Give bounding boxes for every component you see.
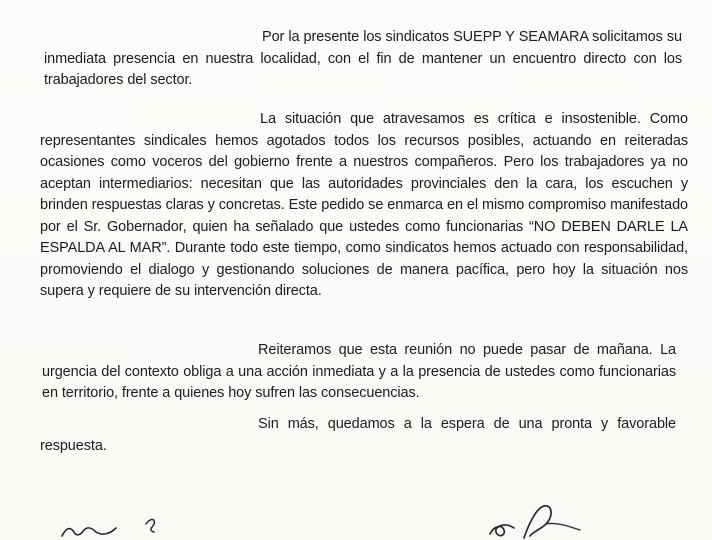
signature-area — [0, 500, 712, 540]
letter-paragraph-urgency: Reiteramos que esta reunión no puede pasar de mañana. La urgencia del contexto obliga a una acción inmediata y a la presencia de ustedes como funcionarias en territorio, frente a quienes hoy sufren las consecuencias. — [42, 342, 676, 401]
handwritten-signature-right — [484, 500, 594, 540]
letter-paragraph-situation: La situación que atravesamos es crítica e insostenible. Como representantes sindicales hemos agotados todos los recursos posibles, actuando en reiteradas ocasiones como voceros del gobierno frente a nuestros compañeros. Pero los trabajadores ya no aceptan intermediarios: necesitan que las autoridades provinciales den la cara, los escuchen y brinden respuestas claras y concretas. Este pedido se enmarca en el mismo compromiso manifestado por el Sr. Gobernador, quien ha señalado que ustedes como funcionarias “NO DEBEN DARLE LA ESPALDA AL MAR”. Durante todo este tiempo, como sindicatos hemos actuado con responsabilidad, promoviendo el dialogo y gestionando soluciones de manera pacífica, pero hoy la situación nos supera y requiere de su intervención directa. — [40, 111, 688, 299]
letter-paragraph-closing: Sin más, quedamos a la espera de una pronta y favorable respuesta. — [40, 416, 676, 454]
handwritten-signature-left — [58, 514, 178, 540]
letter-paragraph-request: Por la presente los sindicatos SUEPP Y SEAMARA solicitamos su inmediata presencia en nuestra localidad, con el fin de mantener un encuentro directo con los trabajadores del sector. — [44, 29, 682, 88]
